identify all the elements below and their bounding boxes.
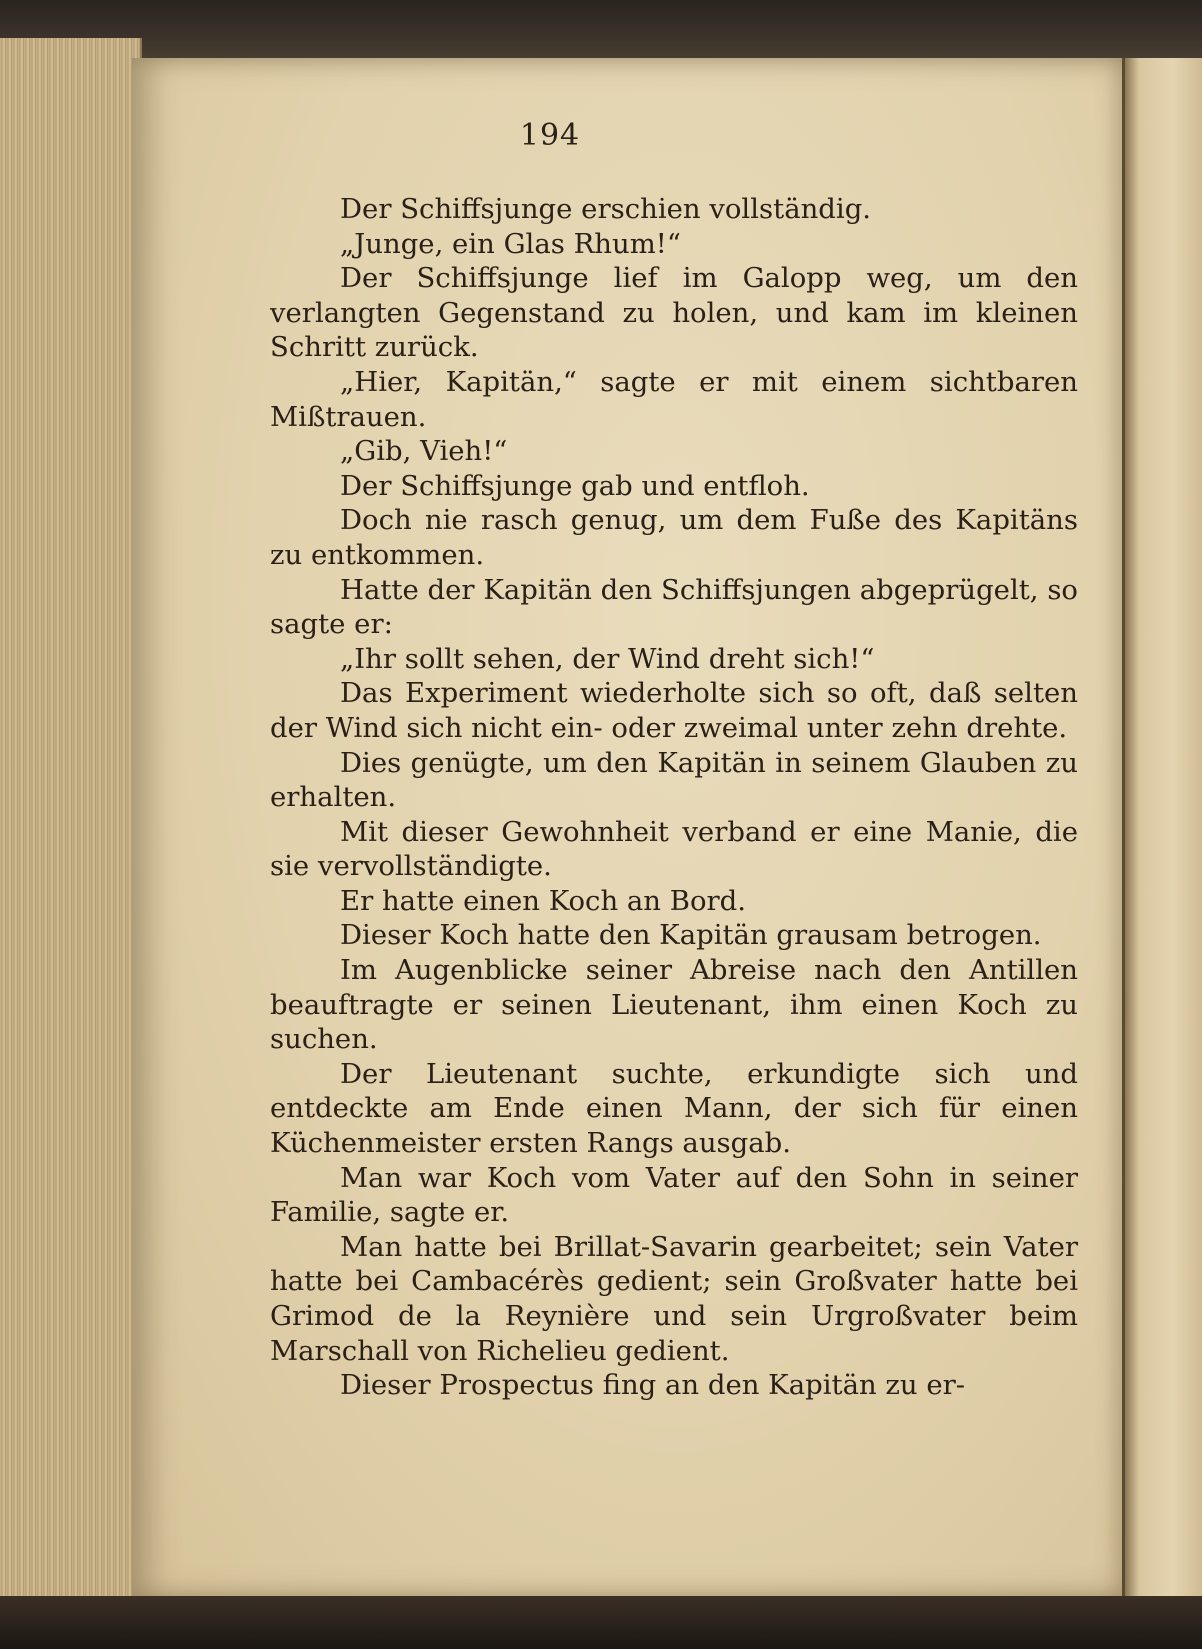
- paragraph: Dieser Prospectus fing an den Kapitän zu er-: [340, 1369, 966, 1402]
- paragraph: „Junge, ein Glas Rhum!“: [340, 227, 681, 260]
- book-bottom-edge: [0, 1596, 1202, 1649]
- paragraph: Dies genügte, um den Kapitän in seinem Glauben zu erhalten.: [270, 746, 1078, 814]
- book-top-edge: [0, 0, 1202, 62]
- paragraph: Man hatte bei Brillat-Savarin gearbeitet; sein Vater hatte bei Cambacérès gedient; sein Großvater hatte bei Grimod de la Reynière und sein Urgroßvater beim Marschall von Richelieu gedient.: [270, 1230, 1078, 1367]
- paragraph: „Hier, Kapitän,“ sagte er mit einem sichtbaren Mißtrauen.: [270, 365, 1078, 433]
- paragraph: Mit dieser Gewohnheit verband er eine Manie, die sie vervollständigte.: [270, 815, 1078, 883]
- paragraph: Der Schiffsjunge lief im Galopp weg, um den verlangten Gegenstand zu holen, und kam im kleinen Schritt zurück.: [270, 262, 1078, 364]
- page-block-edge: [0, 38, 142, 1598]
- body-text: [270, 192, 1078, 1403]
- paragraph: Der Schiffsjunge erschien vollständig.: [340, 193, 872, 225]
- paragraph: Der Lieutenant suchte, erkundigte sich und entdeckte am Ende einen Mann, der sich für einen Küchenmeister ersten Rangs ausgab.: [270, 1057, 1078, 1160]
- paragraph: Hatte der Kapitän den Schiffsjungen abgeprügelt, so sagte er:: [270, 573, 1078, 641]
- paragraph: „Ihr sollt sehen, der Wind dreht sich!“: [340, 642, 875, 675]
- paragraph: „Gib, Vieh!“: [340, 435, 508, 468]
- paragraph: Man war Koch vom Vater auf den Sohn in seiner Familie, sagte er.: [270, 1161, 1078, 1229]
- page-number: 194: [519, 118, 581, 153]
- paragraph: Der Schiffsjunge gab und entfloh.: [340, 469, 810, 502]
- paragraph: Er hatte einen Koch an Bord.: [340, 884, 747, 917]
- paragraph: Im Augenblicke seiner Abreise nach den Antillen beauftragte er seinen Lieutenant, ihm einen Koch zu suchen.: [270, 954, 1078, 1056]
- paragraph: Das Experiment wiederholte sich so oft, daß selten der Wind sich nicht ein- oder zweimal unter zehn drehte.: [270, 677, 1078, 744]
- paragraph: Doch nie rasch genug, um dem Fuße des Kapitäns zu entkommen.: [270, 504, 1078, 571]
- facing-page-edge: [1122, 58, 1202, 1598]
- paragraph: Dieser Koch hatte den Kapitän grausam betrogen.: [340, 919, 1042, 952]
